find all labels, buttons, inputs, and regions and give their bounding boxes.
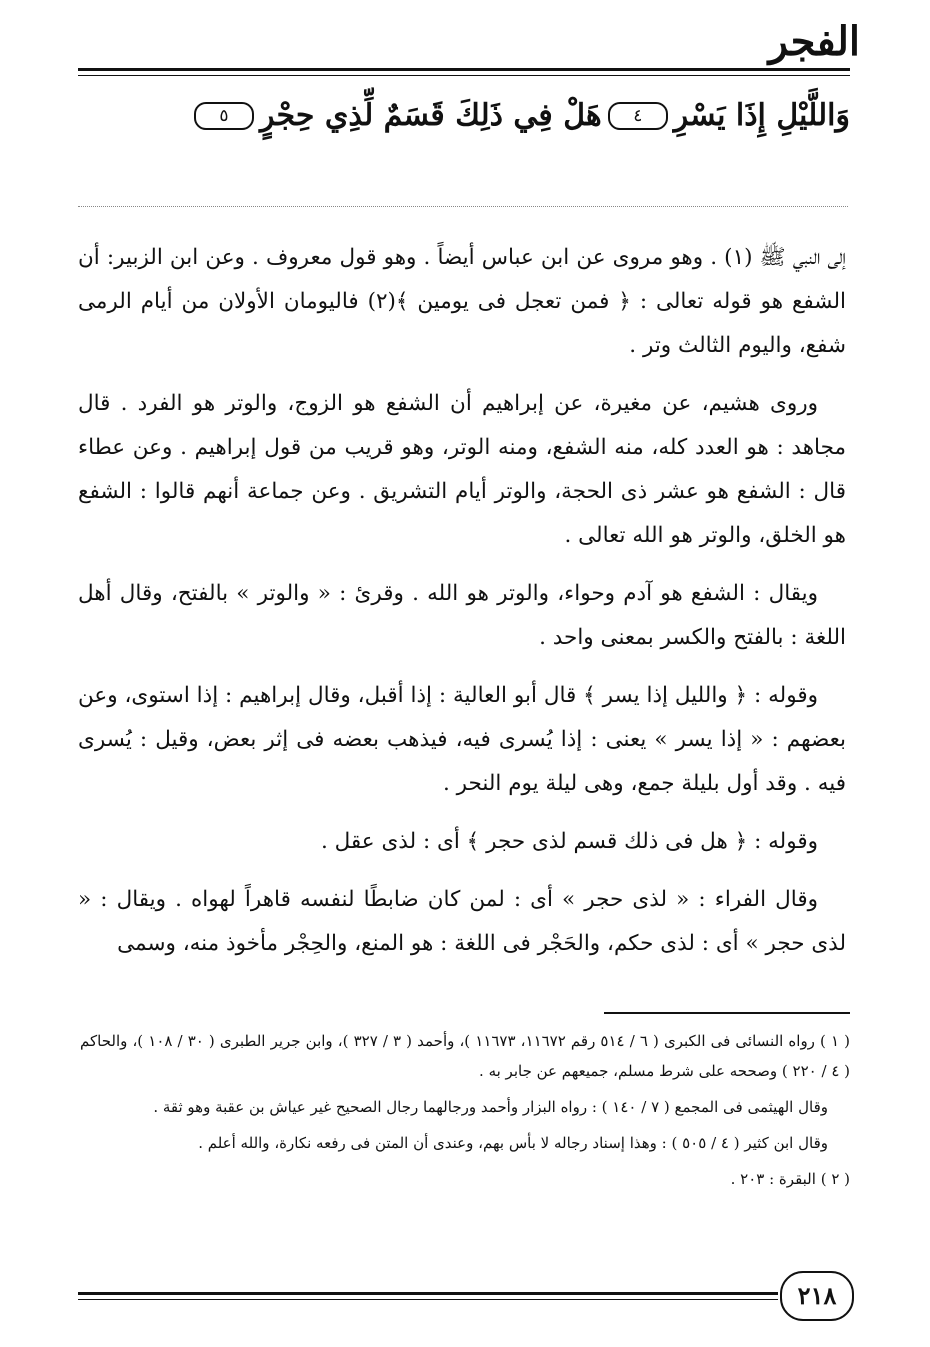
footer-rule-thin (78, 1299, 778, 1300)
commentary-body (78, 236, 846, 980)
ayah-number-marker: ٥ (194, 102, 254, 130)
footnote: وقال ابن كثير ( ٤ / ٥٠٥ ) : وهذا إسناد رجاله لا بأس بهم، وعندى أن المتن فى رفعه نكارة، والله أعلم . (198, 1134, 828, 1152)
footnote: وقال الهيثمى فى المجمع ( ٧ / ١٤٠ ) : رواه البزار وأحمد ورجالهما رجال الصحيح غير عياش بن عقبة وهو ثقة . (153, 1098, 828, 1116)
footnotes (80, 1026, 850, 1200)
verse-text-5: هَلْ فِي ذَلِكَ قَسَمٌ لِّذِي حِجْرٍ (259, 98, 602, 133)
surah-title: الفجر (768, 18, 860, 65)
footnote: ( ١ ) رواه النسائى فى الكبرى ( ٦ / ٥١٤ رقم ١١٦٧٢، ١١٦٧٣ )، وأحمد ( ٣ / ٣٢٧ )، وابن جرير الطبرى ( ٣٠ / ١٠٨ )، والحاكم ( ٤ / ٢٢٠ ) وصححه على شرط مسلم، جميعهم عن جابر به . (80, 1032, 851, 1080)
ayah-number-marker: ٤ (608, 102, 668, 130)
header-rule-thin (78, 75, 850, 76)
paragraph: وروى هشيم، عن مغيرة، عن إبراهيم أن الشفع هو الزوج، والوتر هو الفرد . قال مجاهد : هو العدد كله، منه الشفع، ومنه الوتر، وهو قريب من قول إبراهيم . وعن عطاء قال : الشفع هو عشر ذى الحجة، والوتر أيام التشريق . وعن جماعة أنهم قالوا : الشفع هو الخلق، والوتر هو الله تعالى . (78, 391, 846, 548)
verse-separator (78, 206, 848, 207)
footnote-separator (604, 1012, 850, 1014)
page-number: ٢١٨ (780, 1271, 854, 1321)
footer-rule-thick (78, 1292, 778, 1295)
header-rule-thick (78, 68, 850, 71)
quran-verse-line (80, 96, 850, 136)
verse-text-4: وَاللَّيْلِ إِذَا يَسْرِ (673, 98, 850, 133)
paragraph: ويقال : الشفع هو آدم وحواء، والوتر هو الله . وقرئ : « والوتر » بالفتح، وقال أهل اللغة : بالفتح والكسر بمعنى واحد . (78, 581, 846, 650)
paragraph: وقوله : ﴿ هل فى ذلك قسم لذى حجر ﴾ أى : لذى عقل . (320, 829, 818, 854)
paragraph: إلى النبي ﷺ (١) . وهو مروى عن ابن عباس أيضاً . وهو قول معروف . وعن ابن الزبير: أن الشفع هو قوله تعالى : ﴿ فمن تعجل فى يومين ﴾(٢) فاليومان الأولان من أيام الرمى شفع، واليوم الثالث وتر . (78, 245, 846, 358)
paragraph: وقوله : ﴿ والليل إذا يسر ﴾ قال أبو العالية : إذا أقبل، وقال إبراهيم : إذا استوى، وعن بعضهم : « إذا يسر » يعنى : إذا يُسرى فيه، فيذهب بعضه فى إثر بعض، وقيل : يُسرى فيه . وقد أول بليلة جمع، وهى ليلة يوم النحر . (78, 683, 846, 796)
footnote: ( ٢ ) البقرة : ٢٠٣ . (730, 1170, 850, 1188)
paragraph: وقال الفراء : « لذى حجر » أى : لمن كان ضابطًا لنفسه قاهراً لهواه . ويقال : « لذى حجر » أى : لذى حكم، والحَجْر فى اللغة : هو المنع، والحِجْر مأخوذ منه، وسمى (78, 887, 846, 956)
